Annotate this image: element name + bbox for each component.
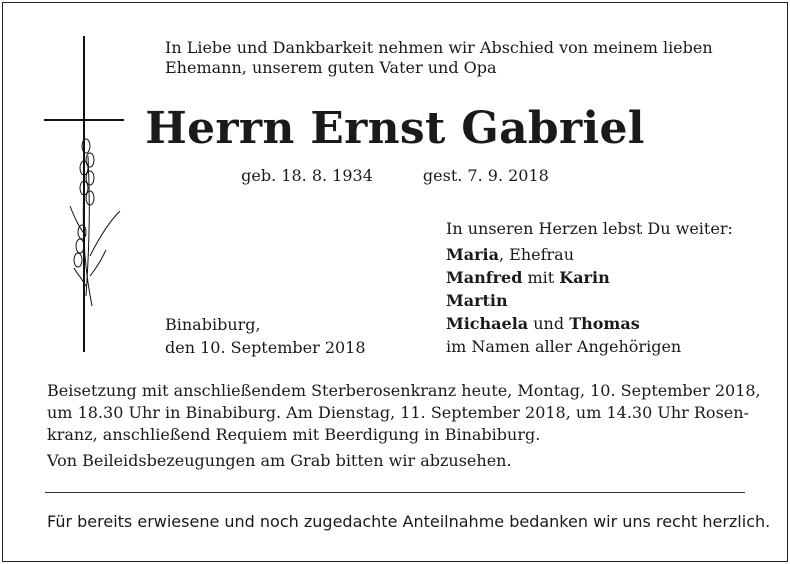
intro-line-1: In Liebe und Dankbarkeit nehmen wir Abschied von meinem lieben	[165, 38, 713, 57]
life-dates	[0, 166, 790, 185]
mourner-connector: und	[528, 314, 570, 333]
intro-line-2: Ehemann, unserem guten Vater und Opa	[165, 58, 497, 77]
mourner-row	[446, 268, 610, 288]
mourner-row	[446, 314, 640, 334]
mourner-row	[446, 245, 574, 265]
deceased-name: Herrn Ernst Gabriel	[145, 103, 645, 154]
funeral-line: Beisetzung mit anschließendem Sterberosenkranz heute, Montag, 10. September 2018,	[47, 381, 761, 400]
mourner-row	[446, 291, 508, 311]
mourner-connector: ,	[498, 245, 505, 264]
place-and-date	[165, 315, 366, 358]
place-date: den 10. September 2018	[165, 338, 366, 357]
mourner-connector: mit	[522, 268, 560, 287]
mourners-heading: In unseren Herzen lebst Du weiter:	[446, 219, 733, 238]
mourner-partner: Thomas	[569, 314, 640, 333]
cross-with-wheat-icon	[40, 36, 130, 356]
mourners-footer: im Namen aller Angehörigen	[446, 337, 682, 356]
funeral-notice	[47, 380, 761, 472]
mourner-name: Manfred	[446, 268, 523, 287]
condolence-note: Von Beileidsbezeugungen am Grab bitten wir abzusehen.	[47, 451, 512, 470]
funeral-line: kranz, anschließend Requiem mit Beerdigung in Binabiburg.	[47, 425, 541, 444]
birth-date: geb. 18. 8. 1934	[241, 166, 373, 185]
death-date: gest. 7. 9. 2018	[422, 166, 549, 185]
mourner-name: Martin	[446, 291, 508, 310]
thanks-text: Für bereits erwiesene und noch zugedachte Anteilnahme bedanken wir uns recht herzlich.	[47, 512, 771, 531]
divider	[45, 492, 745, 493]
mourner-partner: Karin	[559, 268, 610, 287]
intro-text	[165, 38, 713, 78]
mourner-relation: Ehefrau	[504, 245, 574, 264]
place-city: Binabiburg,	[165, 315, 261, 334]
funeral-line: um 18.30 Uhr in Binabiburg. Am Dienstag, 11. September 2018, um 14.30 Uhr Rosen-	[47, 403, 749, 422]
mourner-name: Maria	[446, 245, 499, 264]
mourner-name: Michaela	[446, 314, 529, 333]
